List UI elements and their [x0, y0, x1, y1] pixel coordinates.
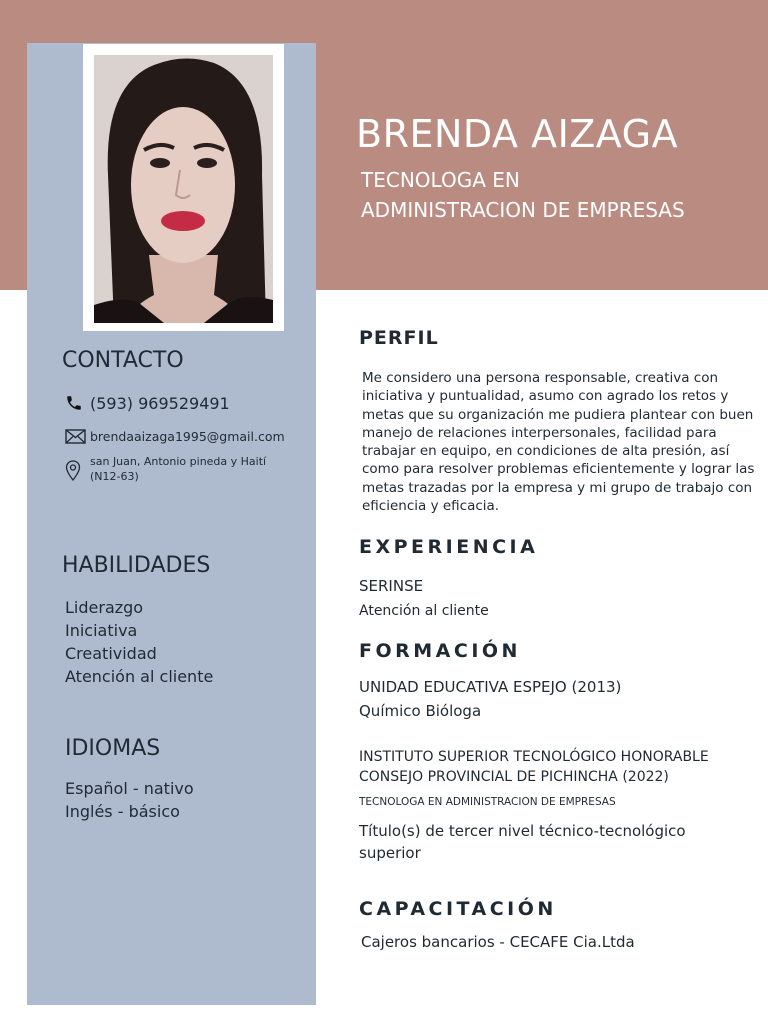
language-item: Inglés - básico — [65, 802, 180, 821]
profile-line: como para resolver problemas eficientemente y lograr las — [362, 461, 755, 478]
education-degree-2-line-2: superior — [359, 844, 421, 862]
location-pin-icon — [65, 460, 81, 486]
education-degree-2-caps: TECNOLOGA EN ADMINISTRACION DE EMPRESAS — [359, 796, 616, 808]
education-school-2-line-2: CONSEJO PROVINCIAL DE PICHINCHA (2022) — [359, 769, 669, 785]
contact-email: brendaaizaga1995@gmail.com — [90, 429, 285, 444]
education-heading: FORMACIÓN — [359, 640, 521, 662]
profile-line: metas trazadas por la empresa y mi grupo de trabajo con — [362, 479, 753, 496]
profile-photo-frame — [83, 44, 284, 331]
contact-heading: CONTACTO — [62, 348, 184, 373]
training-heading: CAPACITACIÓN — [359, 898, 557, 920]
profile-line: trabajar en equipo, en condiciones de alta presión, así — [362, 443, 730, 460]
experience-heading: EXPERIENCIA — [359, 536, 539, 558]
envelope-icon — [65, 429, 86, 448]
contact-address-line-2: (N12-63) — [90, 470, 139, 483]
candidate-name: BRENDA AIZAGA — [356, 112, 679, 156]
language-item: Español - nativo — [65, 779, 194, 798]
profile-line: iniciativa y puntualidad, asumo con agrado los retos y — [362, 388, 729, 405]
training-item: Cajeros bancarios - CECAFE Cia.Ltda — [361, 933, 635, 951]
education-degree-1: Químico Bióloga — [359, 702, 482, 720]
skill-item: Creatividad — [65, 644, 157, 663]
profile-text — [362, 369, 757, 515]
contact-phone: (593) 969529491 — [90, 394, 230, 413]
job-title-line-2: ADMINISTRACION DE EMPRESAS — [361, 198, 685, 222]
languages-heading: IDIOMAS — [65, 736, 161, 761]
education-school-1: UNIDAD EDUCATIVA ESPEJO (2013) — [359, 678, 622, 696]
experience-company: SERINSE — [359, 577, 424, 595]
profile-line: eficiencia y eficacia. — [362, 498, 500, 515]
profile-heading: PERFIL — [359, 327, 439, 349]
profile-line: Me considero una persona responsable, creativa con — [362, 370, 719, 386]
education-school-2-line-1: INSTITUTO SUPERIOR TECNOLÓGICO HONORABLE — [359, 749, 709, 765]
phone-icon — [65, 394, 83, 416]
job-title-line-1: TECNOLOGA EN — [361, 168, 520, 192]
skill-item: Liderazgo — [65, 598, 144, 617]
profile-photo — [94, 55, 273, 323]
education-degree-2-line-1: Título(s) de tercer nivel técnico-tecnológico — [359, 822, 686, 840]
profile-line: metas que su organización me pudiera plantear con buen — [362, 406, 754, 423]
experience-role: Atención al cliente — [359, 603, 489, 619]
skill-item: Iniciativa — [65, 621, 138, 640]
contact-address-line-1: san Juan, Antonio pineda y Haití — [90, 455, 267, 468]
skills-heading: HABILIDADES — [62, 553, 211, 578]
profile-line: manejo de relaciones interpersonales, facilidad para — [362, 424, 717, 441]
skill-item: Atención al cliente — [65, 667, 214, 686]
contact-address — [90, 454, 266, 484]
